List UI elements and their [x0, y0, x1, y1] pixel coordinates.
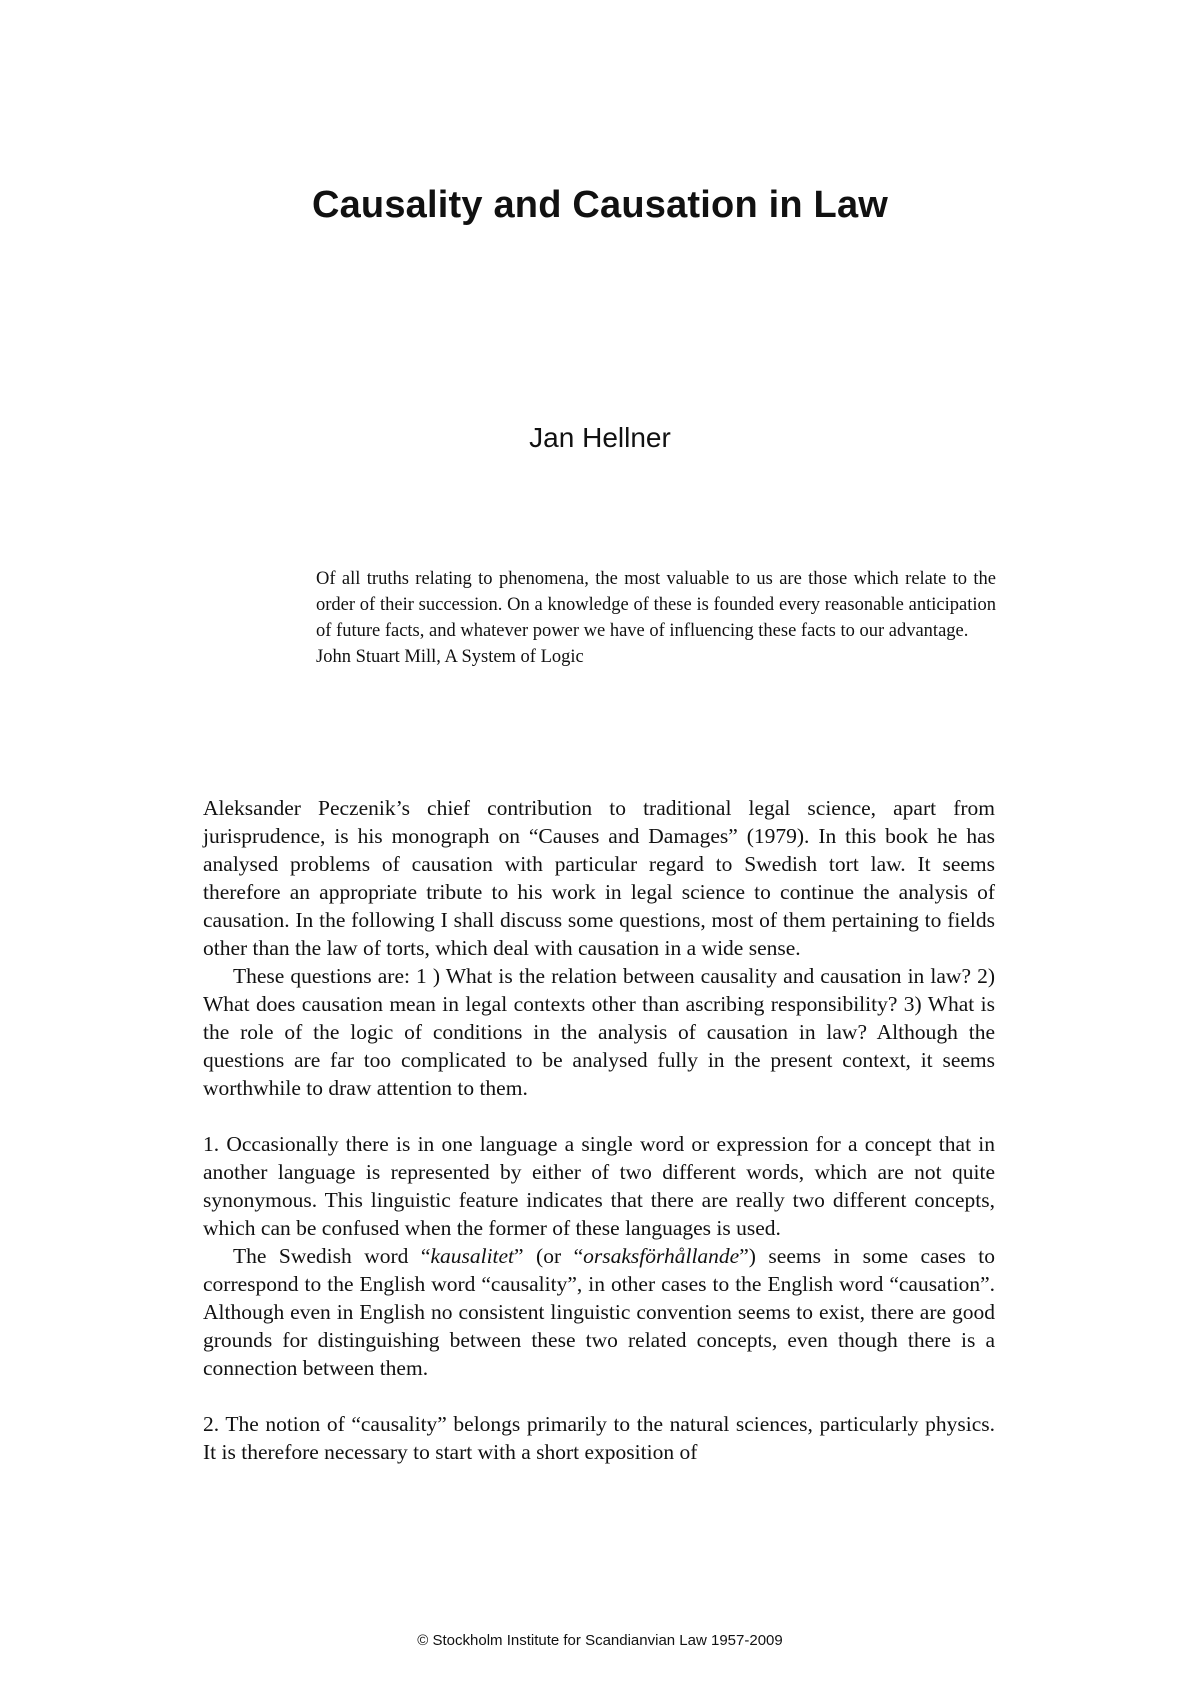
article-body: [203, 794, 995, 1466]
epigraph: [316, 566, 996, 670]
epigraph-attribution: John Stuart Mill, A System of Logic: [316, 647, 584, 667]
author-name: Jan Hellner: [529, 422, 671, 453]
body-paragraph: 2. The notion of “causality” belongs primarily to the natural sciences, particularly physics. It is therefore necessary to start with a short exposition of: [203, 1412, 995, 1464]
body-paragraph: [203, 1242, 995, 1382]
paragraph-text: ”) seems in some cases to correspond to the English word “causality”, in other cases to the English word “causation”. Although even in English no consistent linguistic convention seems to exist, there are good grounds for distinguishing between these two related concepts, even though there is a connection between them.: [203, 1244, 996, 1380]
copyright-footer: © Stockholm Institute for Scandianvian Law 1957-2009: [417, 1632, 783, 1649]
page-title: Causality and Causation in Law: [311, 184, 889, 226]
body-paragraph: 1. Occasionally there is in one language a single word or expression for a concept that in another language is represented by either of two different words, which are not quite synonymous. This linguistic feature indicates that there are really two different concepts, which can be confused when the former of these languages is used.: [203, 1132, 995, 1240]
body-paragraph: Aleksander Peczenik’s chief contribution to traditional legal science, apart from jurisprudence, is his monograph on “Causes and Damages” (1979). In this book he has analysed problems of causation with particular regard to Swedish tort law. It seems therefore an appropriate tribute to his work in legal science to continue the analysis of causation. In the following I shall discuss some questions, most of them pertaining to fields other than the law of torts, which deal with causation in a wide sense.: [203, 796, 995, 960]
swedish-term: kausalitet: [430, 1244, 515, 1268]
body-paragraph: These questions are: 1 ) What is the relation between causality and causation in law? 2) What does causation mean in legal contexts other than ascribing responsibility? 3) What is the role of the logic of conditions in the analysis of causation in law? Although the questions are far too complicated to be analysed fully in the present context, it seems worthwhile to draw attention to them.: [203, 964, 995, 1100]
epigraph-quote: Of all truths relating to phenomena, the most valuable to us are those which relate to the order of their succession. On a knowledge of these is founded every reasonable anticipation of future facts, and whatever power we have of influencing these facts to our advantage.: [316, 569, 996, 641]
paragraph-text: ” (or “: [514, 1244, 584, 1268]
paragraph-text: The Swedish word “: [233, 1244, 431, 1268]
swedish-term: orsaksförhållande: [583, 1244, 740, 1268]
